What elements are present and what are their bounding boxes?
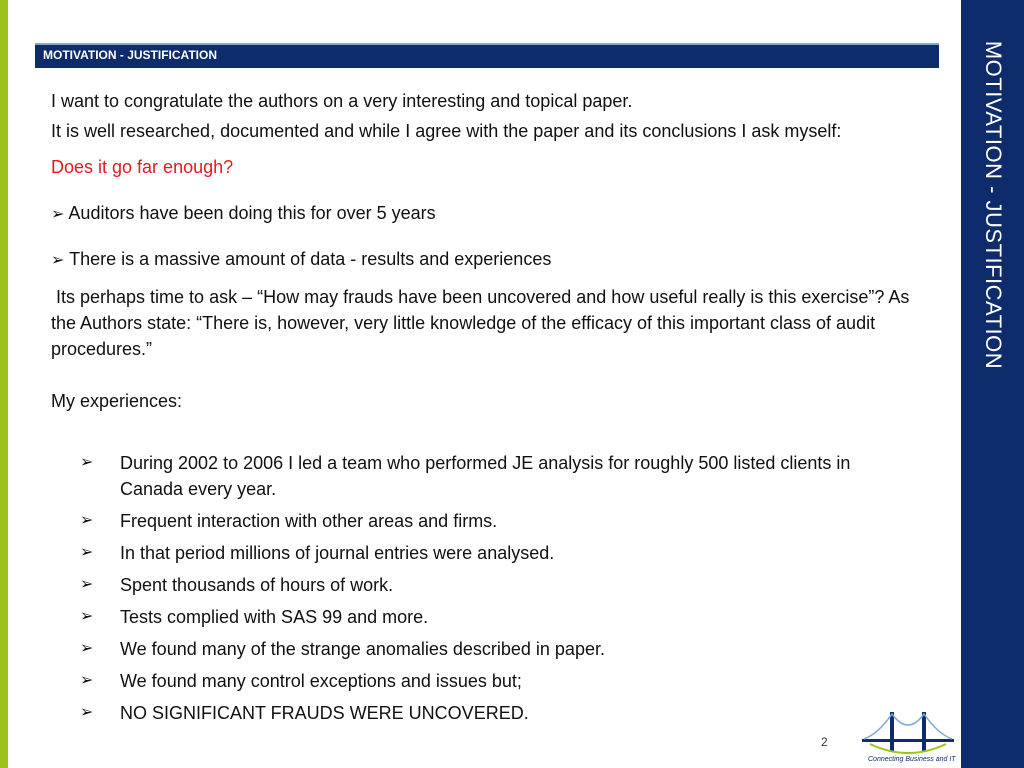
point-1 <box>51 200 931 228</box>
question-paragraph: Its perhaps time to ask – “How may frauds have been uncovered and how useful really is this exercise”? As the Authors state: “There is, however, very little knowledge of the efficacy of this important class of audit procedures.” <box>51 287 910 359</box>
arrow-bullet-icon: ➢ <box>51 252 65 269</box>
arrow-bullet-icon: ➢ <box>51 206 65 223</box>
intro-line-1: I want to congratulate the authors on a very interesting and topical paper. <box>51 91 633 111</box>
header-title: MOTIVATION - JUSTIFICATION <box>43 48 217 62</box>
list-item: ➢ During 2002 to 2006 I led a team who performed JE analysis for roughly 500 listed clients in Canada every year. <box>80 450 900 502</box>
side-vertical-title: MOTIVATION - JUSTIFICATION <box>981 40 1006 370</box>
experiences-label: My experiences: <box>51 391 183 411</box>
point-2-text: There is a massive amount of data - results and experiences <box>69 249 552 269</box>
arrow-bullet-icon: ➢ <box>80 704 94 721</box>
question-line: Does it go far enough? <box>51 157 234 177</box>
list-item: ➢ Tests complied with SAS 99 and more. <box>80 604 900 630</box>
list-item: ➢ We found many of the strange anomalies described in paper. <box>80 636 900 662</box>
arrow-bullet-icon: ➢ <box>80 576 94 593</box>
header-bar <box>35 43 939 68</box>
list-item: ➢ We found many control exceptions and issues but; <box>80 668 900 694</box>
page-number: 2 <box>821 735 828 749</box>
arrow-bullet-icon: ➢ <box>80 512 94 529</box>
left-accent-bar <box>0 0 8 768</box>
arrow-bullet-icon: ➢ <box>80 608 94 625</box>
experience-list <box>80 450 900 732</box>
intro-line-2: It is well researched, documented and while I agree with the paper and its conclusions I ask myself: <box>51 121 842 141</box>
list-item: ➢ In that period millions of journal entries were analysed. <box>80 540 900 566</box>
list-item: ➢ Frequent interaction with other areas and firms. <box>80 508 900 534</box>
arrow-bullet-icon: ➢ <box>80 454 94 471</box>
slide-content <box>51 88 931 414</box>
point-2 <box>51 246 931 274</box>
arrow-bullet-icon: ➢ <box>80 672 94 689</box>
arrow-bullet-icon: ➢ <box>80 640 94 657</box>
logo-caption: Connecting Business and IT <box>868 756 956 763</box>
list-item: ➢ NO SIGNIFICANT FRAUDS WERE UNCOVERED. <box>80 700 900 726</box>
list-item: ➢ Spent thousands of hours of work. <box>80 572 900 598</box>
point-1-text: Auditors have been doing this for over 5 years <box>68 203 436 223</box>
arrow-bullet-icon: ➢ <box>80 544 94 561</box>
